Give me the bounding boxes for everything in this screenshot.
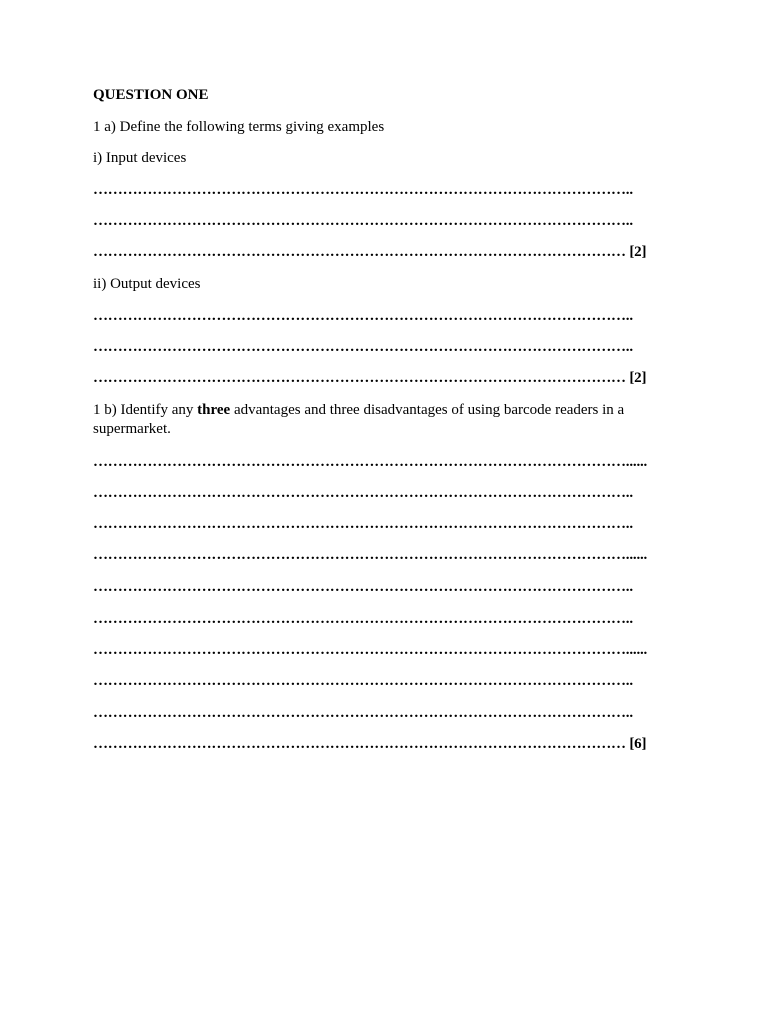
answer-line[interactable]: ……………………………………………………………………………………………….. (93, 673, 633, 689)
answer-line[interactable]: ……………………………………………………………………………………………… [6] (93, 736, 647, 752)
answer-line[interactable]: ……………………………………………………………………………………………….. (93, 485, 633, 501)
mark-allocation: [6] (629, 736, 647, 752)
answer-line[interactable]: ………………………………………………………………………………………………...... (93, 642, 648, 658)
answer-line[interactable]: ……………………………………………………………………………………………….. (93, 308, 633, 324)
mark-allocation: [2] (629, 370, 647, 386)
answer-line[interactable]: ……………………………………………………………………………………………….. (93, 705, 633, 721)
answer-line[interactable]: ……………………………………………………………………………………………….. (93, 516, 633, 532)
part-b-question: 1 b) Identify any three advantages and three disadvantages of using barcode readers in a supermarket. (93, 402, 625, 437)
answer-line[interactable]: ………………………………………………………………………………………………...... (93, 454, 648, 470)
answer-line[interactable]: ……………………………………………………………………………………………… [2] (93, 244, 647, 260)
answer-line[interactable]: ……………………………………………………………………………………………….. (93, 339, 633, 355)
answer-line[interactable]: ……………………………………………………………………………………………….. (93, 611, 633, 627)
answer-line[interactable]: ……………………………………………………………………………………………….. (93, 579, 633, 595)
sub-question-output-devices: ii) Output devices (93, 276, 201, 292)
answer-line[interactable]: ……………………………………………………………………………………………… [2] (93, 370, 647, 386)
part-a-intro: 1 a) Define the following terms giving examples (93, 119, 385, 135)
mark-allocation: [2] (629, 244, 647, 260)
answer-line[interactable]: ……………………………………………………………………………………………….. (93, 182, 633, 198)
emphasis-word: three (197, 402, 231, 418)
question-title: QUESTION ONE (93, 87, 209, 103)
answer-line[interactable]: ……………………………………………………………………………………………….. (93, 213, 633, 229)
answer-line[interactable]: ………………………………………………………………………………………………...... (93, 547, 648, 563)
sub-question-input-devices: i) Input devices (93, 150, 187, 166)
